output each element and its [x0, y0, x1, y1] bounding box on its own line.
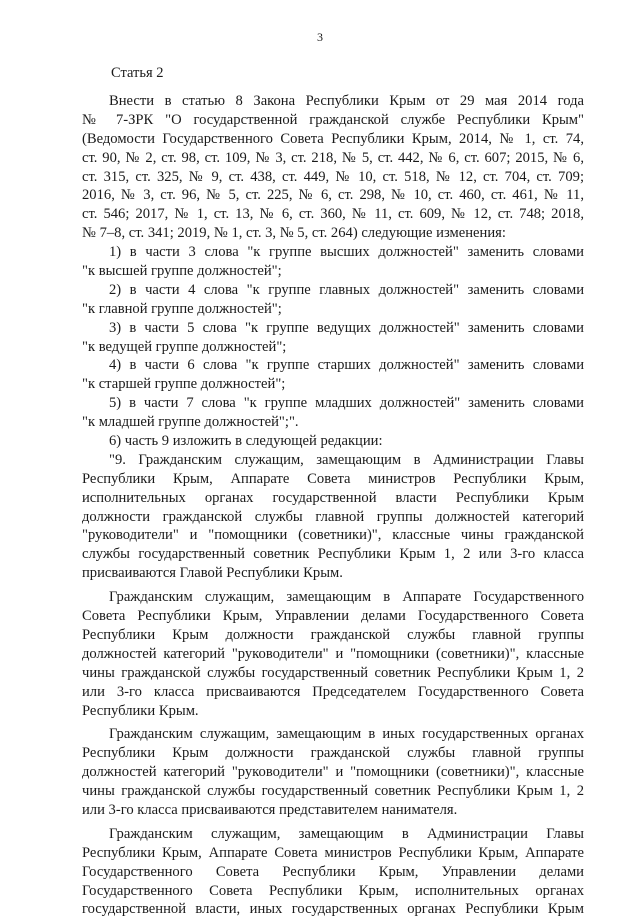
text-line: Гражданским служащим, замещающим в Аппарате Государственного	[109, 589, 584, 606]
text-line: ст. 315, ст. 325, № 9, ст. 438, ст. 449, № 10, ст. 518, № 12, ст. 704, ст. 709;	[82, 168, 584, 185]
text-line: "к старшей группе должностей";	[82, 376, 286, 393]
text-line: 2016, № 3, ст. 96, № 5, ст. 225, № 6, ст. 298, № 10, ст. 460, ст. 461, № 11,	[82, 187, 584, 204]
text-line: "к высшей группе должностей";	[82, 263, 282, 280]
page-number: 3	[317, 30, 323, 44]
text-line: Государственного Совета Республики Крым, Управлении делами	[82, 863, 584, 880]
text-line: 5) в части 7 слова "к группе младших должностей" заменить словами	[109, 395, 584, 412]
text-line: ст. 90, № 2, ст. 98, ст. 109, № 3, ст. 218, № 5, ст. 442, № 6, ст. 607; 2015, № 6,	[82, 149, 584, 166]
text-line: № 7–8, ст. 341; 2019, № 1, ст. 3, № 5, ст. 264) следующие изменения:	[82, 225, 506, 242]
text-line: ст. 546; 2017, № 1, ст. 13, № 6, ст. 360, № 11, ст. 609, № 12, ст. 748; 2018,	[82, 206, 584, 223]
text-line: должности гражданской службы главной группы должностей категорий	[82, 508, 584, 525]
text-line: Совета Республики Крым, Управлении делами Государственного Совета	[82, 608, 584, 625]
text-line: 6) часть 9 изложить в следующей редакции:	[109, 433, 383, 450]
text-line: "к младшей группе должностей";".	[82, 414, 299, 431]
text-line: чины гражданской службы государственный советник Республики Крым 1, 2	[82, 664, 584, 681]
text-line: Гражданским служащим, замещающим в Администрации Главы	[109, 825, 584, 842]
text-line: должностей категорий "руководители" и "помощники (советники)", классные	[82, 764, 584, 781]
text-line: государственной власти, иных государственных органах Республики Крым	[82, 901, 584, 918]
text-line: "к ведущей группе должностей";	[82, 338, 287, 355]
text-line: Гражданским служащим, замещающим в иных государственных органах	[109, 726, 584, 743]
text-line: Государственного Совета Республики Крым, исполнительных органах	[82, 882, 584, 899]
text-line: Внести в статью 8 Закона Республики Крым от 29 мая 2014 года	[109, 93, 584, 109]
text-line: "9. Гражданским служащим, замещающим в Администрации Главы	[109, 451, 584, 468]
text-line: Республики Крым должности гражданской службы главной группы	[82, 626, 584, 643]
text-line: должностей категорий "руководители" и "помощники (советники)", классные	[82, 645, 584, 662]
text-line: 2) в части 4 слова "к группе главных должностей" заменить словами	[109, 281, 584, 298]
text-line: Республики Крым должности гражданской службы главной группы	[82, 745, 584, 762]
text-line: или 3-го класса присваиваются представителем нанимателя.	[82, 801, 458, 818]
text-line: Республики Крым, Аппарате Совета министров Республики Крым,	[82, 470, 584, 487]
text-line: 4) в части 6 слова "к группе старших должностей" заменить словами	[109, 357, 584, 374]
text-line: Республики Крым.	[82, 702, 199, 719]
text-line: № 7-ЗРК "О государственной гражданской службе Республики Крым"	[82, 111, 584, 128]
text-line: исполнительных органах государственной власти Республики Крым	[82, 489, 584, 506]
article-heading: Статья 2	[111, 65, 164, 81]
text-line: службы государственный советник Республики Крым 1, 2 или 3-го класса	[82, 546, 584, 563]
text-line: "к главной группе должностей";	[82, 300, 282, 317]
text-line: присваиваются Главой Республики Крым.	[82, 565, 343, 582]
text-line: Республики Крым, Аппарате Совета министров Республики Крым, Аппарате	[82, 844, 584, 861]
text-line: чины гражданской службы государственный советник Республики Крым 1, 2	[82, 783, 584, 800]
text-line: (Ведомости Государственного Совета Республики Крым, 2014, № 1, ст. 74,	[82, 130, 584, 147]
text-line: 3) в части 5 слова "к группе ведущих должностей" заменить словами	[109, 319, 584, 336]
article-body	[82, 92, 584, 919]
text-line: или 3-го класса присваиваются Председателем Государственного Совета	[82, 683, 584, 700]
text-line: "руководители" и "помощники (советники)", классные чины гражданской	[82, 527, 584, 544]
text-line: 1) в части 3 слова "к группе высших должностей" заменить словами	[109, 244, 584, 261]
